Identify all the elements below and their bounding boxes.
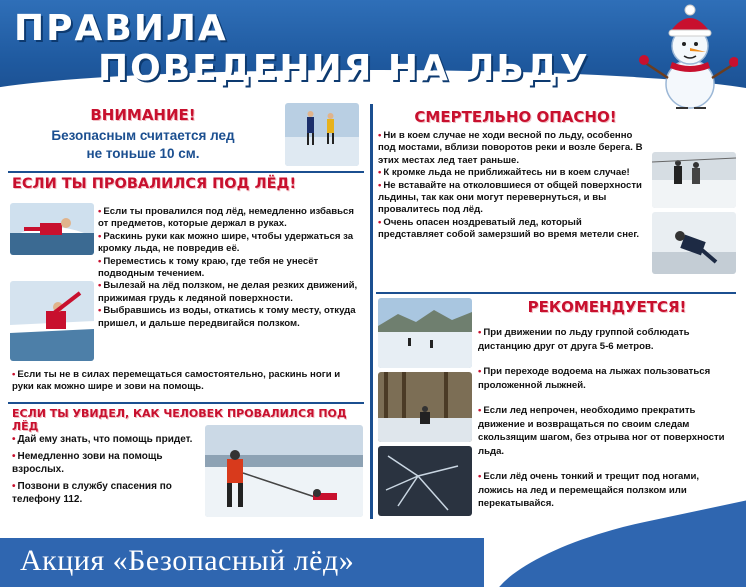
recommended-list <box>478 326 736 511</box>
recommended-item-4: • Если лёд очень тонкий и трещит под ногами, ложись на лед и перемещайся ползком или перекатывайся. <box>478 471 700 509</box>
crawling-out-photo <box>10 281 94 361</box>
fell-through-item-2: • Раскинь руки как можно шире, чтобы удержаться за кромку льда, не повредив её. <box>98 230 354 255</box>
deadly-item-2: • К кромке льда не приближайтесь ни в коем случае! <box>378 167 630 179</box>
thin-ice-photo <box>378 446 472 516</box>
fell-through-item-3: • Переместись к тому краю, где тебя не унесёт подводным течением. <box>98 255 319 280</box>
campaign-title: Акция «Безопасный лёд» <box>20 544 355 577</box>
corner-wave <box>480 499 746 587</box>
deadly-title: СМЕРТЕЛЬНО ОПАСНО! <box>414 108 617 126</box>
vertical-divider <box>370 104 373 519</box>
saw-someone-item-2: • Немедленно зови на помощь взрослых. <box>12 451 163 475</box>
rescue-photo <box>205 425 363 517</box>
deadly-list <box>378 130 648 242</box>
fell-through-item-5: • Выбравшись из воды, откатись к тому месту, откуда пришел, и дальше передвигайся ползком. <box>98 305 356 329</box>
saw-someone-list <box>12 433 202 506</box>
fell-through-item-6: • Если ты не в силах перемещаться самостоятельно, раскинь ноги и руки как можно шире и зови на помощь. <box>12 369 341 393</box>
recommended-item-3: • Если лед непрочен, необходимо прекратить движение и возвращаться по своим следам скользящим шагом, без отрыва ног от поверхности льда. <box>478 405 725 457</box>
horizontal-divider-left-2 <box>8 402 364 404</box>
saw-someone-item-1: • Дай ему знать, что помощь придет. <box>12 434 193 445</box>
recommended-item-2: • При переходе водоема на лыжах пользоваться проложенной лыжней. <box>478 366 711 391</box>
title-line-2: ПОВЕДЕНИЯ НА ЛЬДУ <box>98 48 590 89</box>
snowman-illustration <box>638 2 738 114</box>
title-line-1: ПРАВИЛА <box>14 8 228 49</box>
deadly-item-1: • Ни в коем случае не ходи весной по льду, особенно под мостами, вблизи поворотов реки и возле берега. В этих местах лед тает раньше. <box>378 130 643 166</box>
person-in-ice-photo <box>10 203 94 255</box>
skaters-photo <box>285 103 359 166</box>
fell-through-item-1: • Если ты провалился под лёд, немедленно избавься от предметов, которые держал в руках. <box>98 206 354 230</box>
fallen-person-photo <box>652 212 736 274</box>
ice-walk-photo <box>378 372 472 442</box>
deadly-item-4: • Очень опасен ноздреватый лед, который представляет собой замерзший во время метели снег. <box>378 216 640 241</box>
attention-line-1: Безопасным считается лед <box>51 128 235 143</box>
horizontal-divider-right <box>376 292 736 294</box>
fell-through-title: ЕСЛИ ТЫ ПРОВАЛИЛСЯ ПОД ЛЁД! <box>12 176 297 192</box>
deadly-item-3: • Не вставайте на отколовшиеся от общей поверхности льдины, так как они могут перевернуться, и вы провалитесь под лёд. <box>378 179 642 216</box>
horizontal-divider-left <box>8 171 364 173</box>
saw-someone-title: ЕСЛИ ТЫ УВИДЕЛ, КАК ЧЕЛОВЕК ПРОВАЛИЛСЯ ПОД ЛЁД <box>12 407 347 433</box>
attention-title: ВНИМАНИЕ! <box>90 106 196 124</box>
fell-through-list <box>98 206 362 330</box>
recommended-item-1: • При движении по льду группой соблюдать дистанцию друг от друга 5-6 метров. <box>478 327 690 352</box>
saw-someone-item-3: • Позвони в службу спасения по телефону 112. <box>12 481 172 505</box>
fell-through-item-4: • Вылезай на лёд ползком, не делая резких движений, прижимая грудь к ледяной поверхности. <box>98 280 358 304</box>
recommended-title: РЕКОМЕНДУЕТСЯ! <box>527 298 687 316</box>
attention-line-2: не тоньше 10 см. <box>86 146 200 161</box>
lake-photo <box>378 298 472 368</box>
river-bank-photo <box>652 152 736 208</box>
